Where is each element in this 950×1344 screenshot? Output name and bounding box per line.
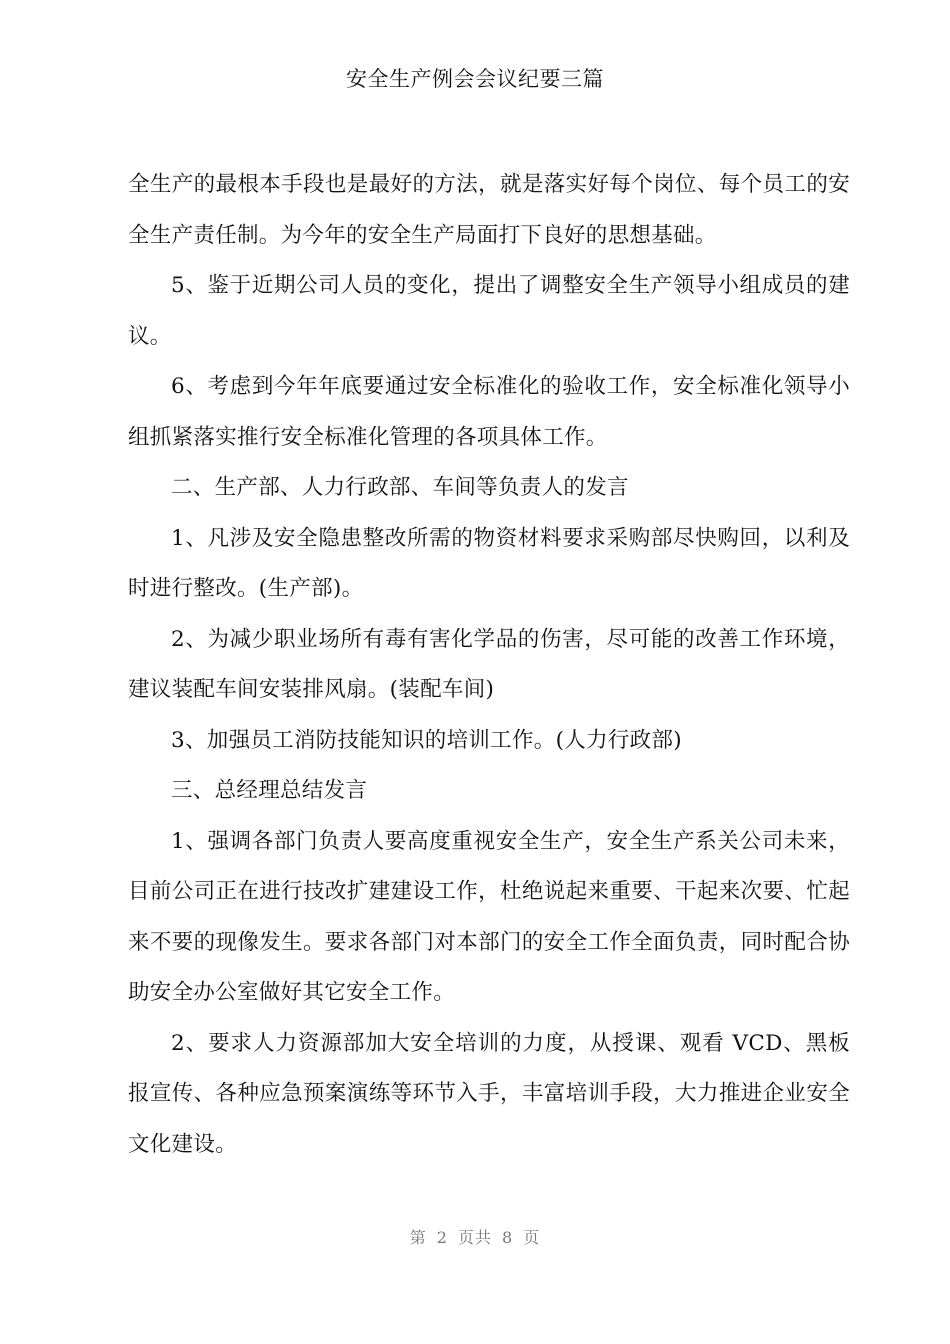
paragraph-continuation: 全生产的最根本手段也是最好的方法，就是落实好每个岗位、每个员工的安全生产责任制。为今年的安全生产局面打下良好的思想基础。 — [128, 172, 850, 248]
document-body — [128, 160, 850, 1170]
page-middle: 页共 — [457, 1228, 492, 1247]
page-suffix: 页 — [523, 1228, 541, 1247]
page-total: 8 — [502, 1228, 514, 1247]
paragraph-section3-item-1: 1、强调各部门负责人要高度重视安全生产，安全生产系关公司未来，目前公司正在进行技改扩建建设工作，杜绝说起来重要、干起来次要、忙起来不要的现像发生。要求各部门对本部门的安全工作全面负责，同时配合协助安全办公室做好其它安全工作。 — [128, 828, 850, 1005]
paragraph-section2-item-2: 2、为减少职业场所有毒有害化学品的伤害，尽可能的改善工作环境，建议装配车间安装排风扇。(装配车间) — [128, 626, 850, 702]
page-prefix: 第 — [409, 1228, 427, 1247]
paragraph-section2-item-1: 1、凡涉及安全隐患整改所需的物资材料要求采购部尽快购回，以利及时进行整改。(生产部)。 — [128, 525, 850, 601]
page-number-footer — [0, 1226, 950, 1250]
paragraph-section2-item-3: 3、加强员工消防技能知识的培训工作。(人力行政部) — [171, 727, 682, 753]
section-heading-2: 二、生产部、人力行政部、车间等负责人的发言 — [171, 475, 629, 500]
page-current: 2 — [436, 1228, 448, 1247]
paragraph-section3-item-2: 2、要求人力资源部加大安全培训的力度，从授课、观看 VCD、黑板报宣传、各种应急预案演练等环节入手，丰富培训手段，大力推进企业安全文化建设。 — [128, 1030, 850, 1157]
paragraph-item-5: 5、鉴于近期公司人员的变化，提出了调整安全生产领导小组成员的建议。 — [128, 273, 850, 349]
paragraph-item-6: 6、考虑到今年年底要通过安全标准化的验收工作，安全标准化领导小组抓紧落实推行安全标准化管理的各项具体工作。 — [128, 374, 850, 450]
section-heading-3: 三、总经理总结发言 — [171, 778, 368, 803]
page-header-title: 安全生产例会会议纪要三篇 — [346, 67, 604, 91]
